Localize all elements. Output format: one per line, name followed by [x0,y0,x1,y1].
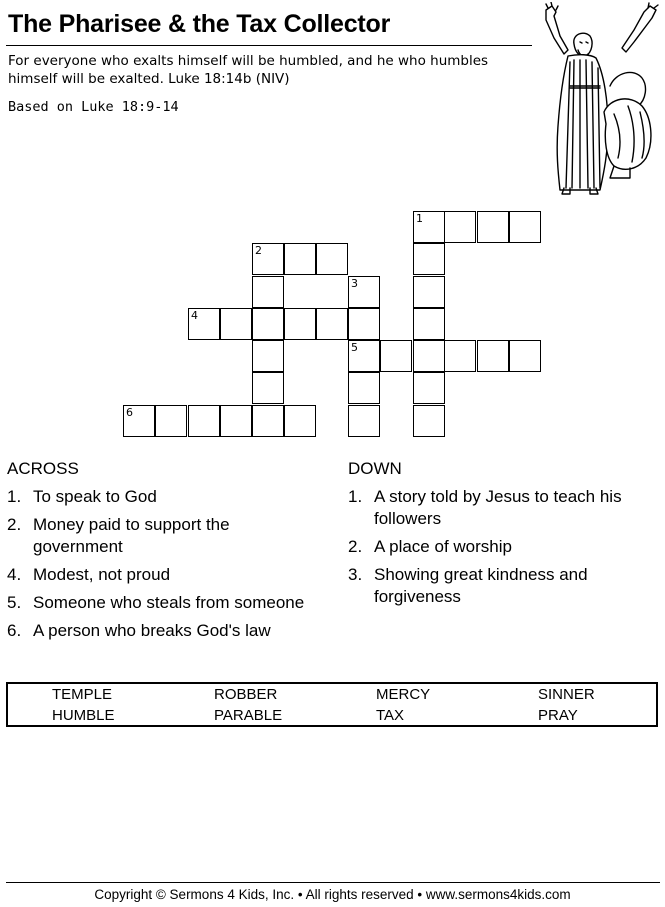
clue-num: 5. [7,593,22,612]
crossword-cell[interactable] [252,276,284,308]
copyright-notice: Copyright © Sermons 4 Kids, Inc. • All rights reserved • www.sermons4kids.com [94,887,571,902]
clue-text: To speak to God [33,487,157,506]
across-clue [7,486,317,508]
word-bank-item: HUMBLE [52,707,115,724]
across-clue [7,514,317,558]
crossword-cell[interactable] [155,405,187,437]
crossword-cell[interactable] [284,405,316,437]
crossword-cell[interactable] [509,340,541,372]
clue-number: 4 [191,309,198,322]
crossword-cell[interactable] [477,340,509,372]
down-clue [348,536,648,558]
word-bank [6,682,658,727]
down-clue-list [348,486,648,614]
clue-num: 3. [348,565,363,584]
clue-text: Money paid to support the government [33,515,230,556]
crossword-cell[interactable] [252,308,284,340]
clue-num: 6. [7,621,22,640]
footer-divider [6,882,660,883]
crossword-cell[interactable] [188,405,220,437]
clue-num: 2. [348,537,363,556]
crossword-cell[interactable] [252,405,284,437]
clue-text: A story told by Jesus to teach his followers [374,487,622,528]
word-bank-item: ROBBER [214,686,278,703]
crossword-cell[interactable] [413,340,445,372]
crossword-cell[interactable] [252,372,284,404]
crossword-cell[interactable] [444,340,476,372]
crossword-cell[interactable] [284,243,316,275]
clue-number: 1 [416,212,423,225]
across-clue [7,620,317,642]
clue-num: 2. [7,515,22,534]
crossword-cell[interactable] [413,211,445,243]
scripture-reference: Based on Luke 18:9-14 [8,99,179,115]
across-clue [7,592,317,614]
clue-number: 5 [351,341,358,354]
clue-number: 6 [126,406,133,419]
crossword-cell[interactable] [348,405,380,437]
crossword-cell[interactable] [413,243,445,275]
word-bank-item: TAX [376,707,405,724]
crossword-cell[interactable] [509,211,541,243]
crossword-cell[interactable] [444,211,476,243]
crossword-cell[interactable] [348,340,380,372]
crossword-cell[interactable] [348,372,380,404]
down-clue [348,564,648,608]
word-bank-item: TEMPLE [52,686,113,703]
crossword-cell[interactable] [413,308,445,340]
down-heading: DOWN [348,459,402,478]
crossword-cell[interactable] [348,276,380,308]
clue-num: 4. [7,565,22,584]
across-heading: ACROSS [7,459,79,478]
crossword-cell[interactable] [348,308,380,340]
across-clue [7,564,317,586]
clue-text: A place of worship [374,537,512,556]
crossword-cell[interactable] [413,276,445,308]
crossword-cell[interactable] [220,405,252,437]
word-bank-item: MERCY [376,686,431,703]
across-clue-list [7,486,317,648]
clue-number: 2 [255,244,262,257]
crossword-cell[interactable] [316,243,348,275]
clue-num: 1. [348,487,363,506]
memory-verse: For everyone who exalts himself will be humbled, and he who humbles himself will be exalted. Luke 18:14b (NIV) [8,53,489,87]
word-bank-item: PARABLE [214,707,283,724]
worksheet-title: The Pharisee & the Tax Collector [8,10,391,38]
clue-text: Someone who steals from someone [33,593,305,612]
word-bank-item: SINNER [538,686,595,703]
crossword-cell[interactable] [252,340,284,372]
crossword-cell[interactable] [477,211,509,243]
crossword-cell[interactable] [316,308,348,340]
crossword-cell[interactable] [284,308,316,340]
clue-text: Modest, not proud [33,565,171,584]
down-clue [348,486,648,530]
crossword-cell[interactable] [220,308,252,340]
crossword-cell[interactable] [413,405,445,437]
pharisee-praying-illustration [534,2,662,196]
clue-text: Showing great kindness and forgiveness [374,565,588,606]
clue-text: A person who breaks God's law [33,621,271,640]
title-divider [6,45,532,46]
crossword-cell[interactable] [380,340,412,372]
clue-num: 1. [7,487,22,506]
crossword-cell[interactable] [413,372,445,404]
crossword-cell[interactable] [123,405,155,437]
clue-number: 3 [351,277,358,290]
crossword-cell[interactable] [188,308,220,340]
word-bank-item: PRAY [538,707,578,724]
crossword-cell[interactable] [252,243,284,275]
